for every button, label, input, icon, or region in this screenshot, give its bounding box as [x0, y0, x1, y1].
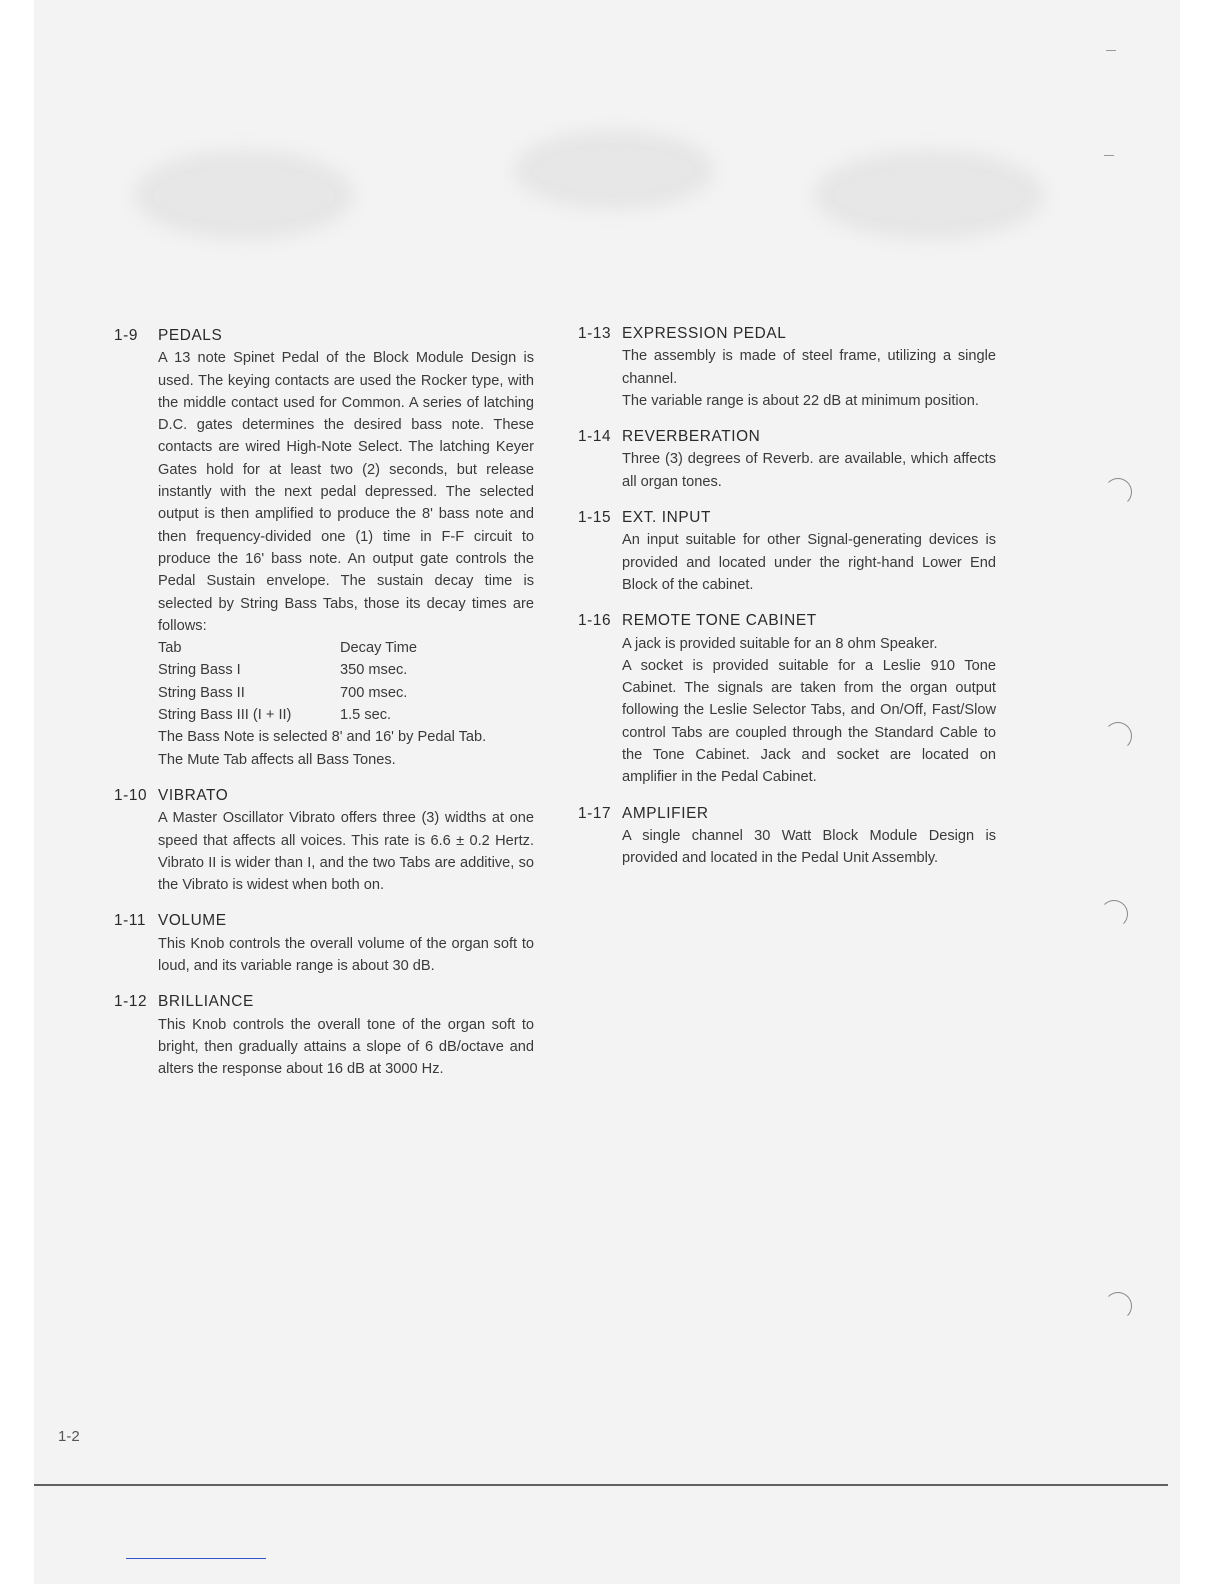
- section-heading: [578, 323, 996, 345]
- paragraph: The Bass Note is selected 8' and 16' by Pedal Tab.: [158, 729, 487, 746]
- section-brilliance: [114, 991, 534, 1080]
- section-number: 1-16: [578, 612, 612, 630]
- section-expression-pedal: [578, 323, 996, 412]
- table-cell-tab: String Bass III (I + II): [158, 707, 292, 724]
- paragraph: The variable range is about 22 dB at minimum position.: [622, 392, 979, 409]
- section-title: AMPLIFIER: [622, 804, 709, 822]
- paragraph: The Mute Tab affects all Bass Tones.: [158, 751, 396, 768]
- section-heading: [114, 785, 534, 807]
- right-column: [578, 323, 996, 884]
- table-header-decay: Decay Time: [340, 640, 418, 657]
- paragraph: This Knob controls the overall volume of the organ soft to loud, and its variable range is about 30 dB.: [158, 935, 534, 975]
- bleed-through-shadow: [814, 150, 1044, 240]
- section-number: 1-14: [578, 428, 612, 446]
- binder-hole-mark: [1104, 722, 1132, 750]
- section-heading: [114, 910, 534, 932]
- paragraph: Three (3) degrees of Reverb. are available, which affects all organ tones.: [622, 451, 996, 490]
- section-reverberation: [578, 426, 996, 493]
- edge-mark: [1104, 155, 1114, 156]
- paragraph: This Knob controls the overall tone of the organ soft to bright, then gradually attains a slope of 6 dB/octave and alters the response about 16 dB at 3000 Hz.: [158, 1016, 534, 1078]
- paragraph: An input suitable for other Signal-generating devices is provided and located under the right-hand Lower End Block of the cabinet.: [622, 532, 996, 593]
- footer-rule: [34, 1484, 1168, 1486]
- section-heading: [578, 803, 996, 825]
- underline-artifact: [126, 1558, 266, 1559]
- page-number: 1-2: [58, 1428, 80, 1445]
- section-heading: [114, 991, 534, 1013]
- bleed-through-shadow: [134, 150, 354, 240]
- section-title: REMOTE TONE CABINET: [622, 612, 817, 630]
- section-heading: [578, 610, 996, 632]
- binder-hole-mark: [1100, 900, 1128, 928]
- section-heading: [114, 325, 534, 347]
- section-heading: [578, 426, 996, 448]
- table-header-tab: Tab: [158, 640, 182, 657]
- section-amplifier: [578, 803, 996, 870]
- section-number: 1-13: [578, 325, 612, 342]
- table-cell-tab: String Bass I: [158, 662, 241, 679]
- paragraph: A jack is provided suitable for an 8 ohm Speaker.: [622, 635, 938, 652]
- section-ext-input: [578, 507, 996, 596]
- section-number: 1-12: [114, 993, 148, 1011]
- section-vibrato: [114, 785, 534, 896]
- table-cell-decay: 1.5 sec.: [340, 707, 392, 724]
- left-column: [114, 325, 534, 1095]
- section-body: [622, 633, 996, 789]
- paragraph: The assembly is made of steel frame, utilizing a single channel.: [622, 348, 996, 387]
- paragraph: A Master Oscillator Vibrato offers three (3) widths at one speed that affects all voices. This rate is 6.6 ± 0.2 Hertz. Vibrato II is wider than I, and the two Tabs are additive, so the Vibrato is widest when both on.: [158, 810, 534, 894]
- section-title: PEDALS: [158, 327, 223, 344]
- section-title: EXT. INPUT: [622, 509, 711, 527]
- section-body: [622, 345, 996, 412]
- table-cell-tab: String Bass II: [158, 684, 245, 701]
- section-title: VOLUME: [158, 912, 227, 930]
- binder-hole-mark: [1104, 1292, 1132, 1320]
- section-title: VIBRATO: [158, 786, 229, 804]
- section-number: 1-17: [578, 804, 612, 822]
- paragraph: A 13 note Spinet Pedal of the Block Module Design is used. The keying contacts are used the Rocker type, with the middle contact used for Common. A series of latching D.C. gates determines the desired bass note. These contacts are wired High-Note Select. The latching Keyer Gates hold for at least two (2) seconds, but release instantly with the next pedal depressed. The selected output is then amplified to produce the 8' bass note and then frequency-divided one (1) time in F-F circuit to produce the 16' bass note. An output gate controls the Pedal Sustain envelope. The sustain decay time is selected by String Bass Tabs, those its decay times are follows:: [158, 350, 534, 634]
- bleed-through-shadow: [514, 130, 714, 210]
- section-body: [158, 347, 534, 771]
- section-remote-tone-cabinet: [578, 610, 996, 788]
- section-pedals: [114, 325, 534, 771]
- table-cell-decay: 700 msec.: [340, 684, 408, 701]
- section-volume: [114, 910, 534, 977]
- table-cell-decay: 350 msec.: [340, 662, 408, 679]
- paragraph: A single channel 30 Watt Block Module Design is provided and located in the Pedal Unit Assembly.: [622, 827, 996, 867]
- section-heading: [578, 507, 996, 529]
- section-number: 1-15: [578, 509, 612, 527]
- section-title: BRILLIANCE: [158, 993, 254, 1011]
- section-title: EXPRESSION PEDAL: [622, 325, 787, 342]
- edge-mark: [1106, 50, 1116, 51]
- binder-hole-mark: [1104, 478, 1132, 506]
- section-number: 1-10: [114, 786, 148, 804]
- section-number: 1-9: [114, 327, 139, 344]
- paragraph: A socket is provided suitable for a Leslie 910 Tone Cabinet. The signals are taken from the organ output following the Leslie Selector Tabs, and On/Off, Fast/Slow control Tabs are coupled through the Standard Cable to the Tone Cabinet. Jack and socket are located on amplifier in the Pedal Cabinet.: [622, 657, 996, 786]
- section-number: 1-11: [114, 912, 147, 930]
- section-title: REVERBERATION: [622, 428, 761, 446]
- decay-time-table: [158, 637, 534, 726]
